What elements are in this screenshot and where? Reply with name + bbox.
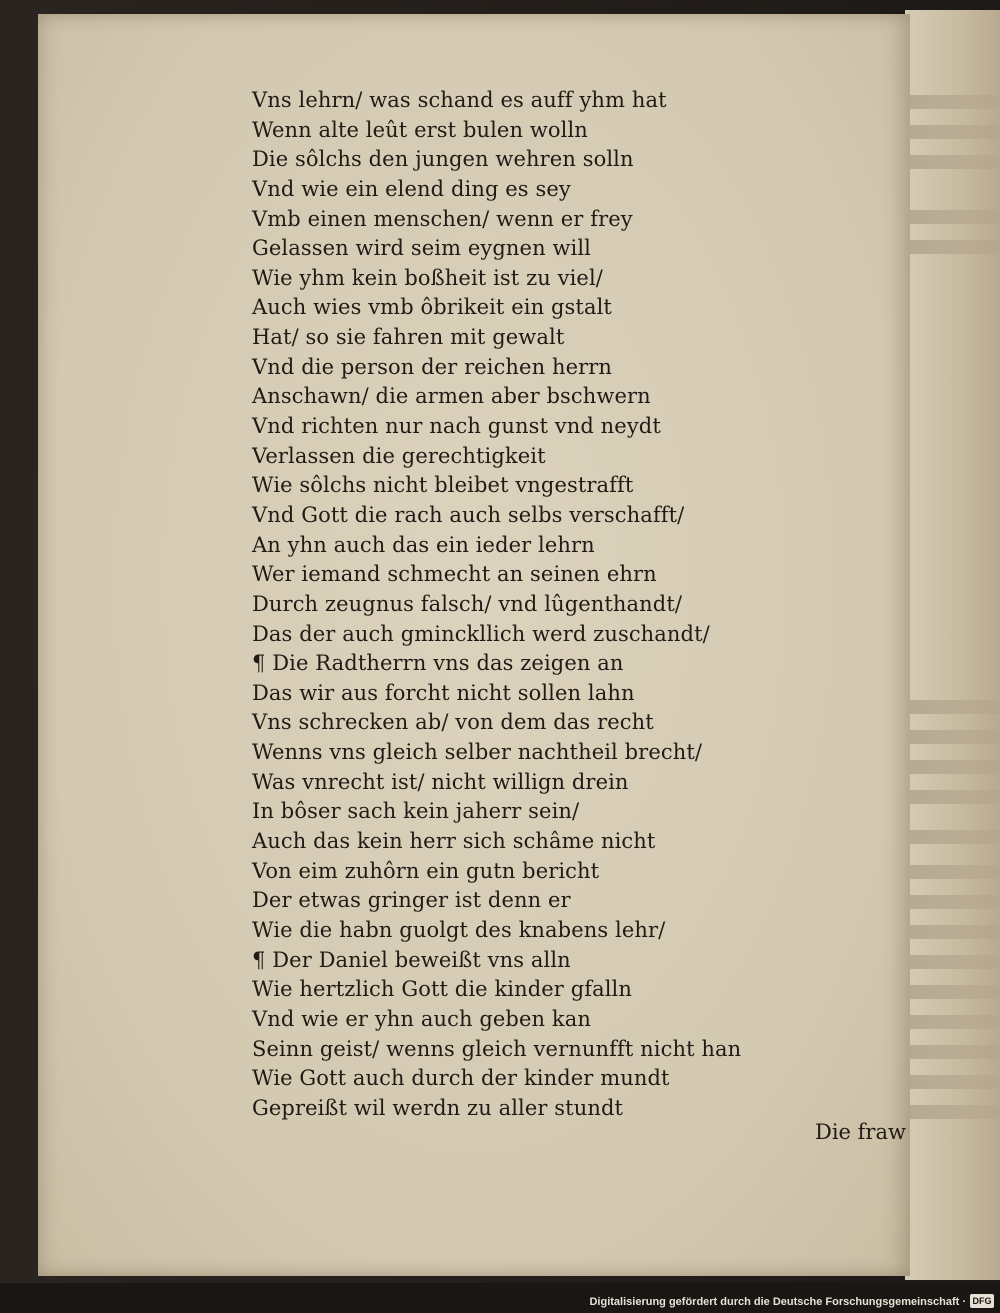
verse-line: Gelassen wird seim eygnen will <box>252 236 591 261</box>
verse-line: Das der auch gminckllich werd zuschandt/ <box>252 621 710 646</box>
verse-text-block <box>252 86 741 1123</box>
verse-line: In bôser sach kein jaherr sein/ <box>252 799 580 824</box>
verse-line: Anschawn/ die armen aber bschwern <box>252 384 651 409</box>
bleed-through-line <box>905 790 1000 804</box>
verse-line: Vns lehrn/ was schand es auff yhm hat <box>252 88 667 112</box>
verse-line: Der etwas gringer ist denn er <box>252 888 571 913</box>
bleed-through-line <box>905 760 1000 774</box>
verse-line: Vnd Gott die rach auch selbs verschafft/ <box>252 502 685 527</box>
verse-line: Hat/ so sie fahren mit gewalt <box>252 325 565 350</box>
facing-page-edge <box>905 10 1000 1280</box>
verse-line: Wer iemand schmecht an seinen ehrn <box>252 562 657 587</box>
verse-line: ¶ Der Daniel beweißt vns alln <box>252 947 571 972</box>
verse-line: Vnd richten nur nach gunst vnd neydt <box>252 414 661 439</box>
verse-line: Die sôlchs den jungen wehren solln <box>252 147 634 172</box>
verse-line: Das wir aus forcht nicht sollen lahn <box>252 680 635 705</box>
verse-line: Vns schrecken ab/ von dem das recht <box>252 710 654 735</box>
bleed-through-line <box>905 700 1000 714</box>
verse-line: Wenn alte leût erst bulen wolln <box>252 117 588 142</box>
bleed-through-line <box>905 730 1000 744</box>
bleed-through-line <box>905 1105 1000 1119</box>
bleed-through-line <box>905 955 1000 969</box>
verse-line: Auch wies vmb ôbrikeit ein gstalt <box>252 295 612 320</box>
verse-line: Von eim zuhôrn ein gutn bericht <box>252 858 600 883</box>
verse-line: Wie sôlchs nicht bleibet vngestrafft <box>252 473 634 498</box>
verse-line: Wie hertzlich Gott die kinder gfalln <box>252 977 633 1002</box>
verse-line: Wenns vns gleich selber nachtheil brecht/ <box>252 740 703 765</box>
verse-line: Wie die habn guolgt des knabens lehr/ <box>252 917 666 942</box>
verse-line: Verlassen die gerechtigkeit <box>252 443 546 468</box>
verse-line: Vnd wie ein elend ding es sey <box>252 176 571 201</box>
bleed-through-line <box>905 985 1000 999</box>
bleed-through-line <box>905 1015 1000 1029</box>
verse-line: Gepreißt wil werdn zu aller stundt <box>252 1095 624 1120</box>
verse-line: Wie Gott auch durch der kinder mundt <box>252 1066 670 1091</box>
verse-line: Durch zeugnus falsch/ vnd lûgenthandt/ <box>252 591 683 616</box>
bleed-through-line <box>905 925 1000 939</box>
bleed-through-line <box>905 125 1000 139</box>
verse-line: Wie yhm kein boßheit ist zu viel/ <box>252 265 603 290</box>
catchword: Die fraw <box>815 1120 906 1144</box>
bleed-through-line <box>905 1045 1000 1059</box>
verse-line: Auch das kein herr sich schâme nicht <box>252 829 656 854</box>
verse-line: Vnd die person der reichen herrn <box>252 354 613 379</box>
bleed-through-line <box>905 865 1000 879</box>
bleed-through-line <box>905 210 1000 224</box>
verse-line: Vnd wie er yhn auch geben kan <box>252 1006 591 1031</box>
verse-line: Seinn geist/ wenns gleich vernunfft nicht han <box>252 1036 742 1061</box>
bleed-through-line <box>905 830 1000 844</box>
bleed-through-line <box>905 895 1000 909</box>
verse-line: ¶ Die Radtherrn vns das zeigen an <box>252 651 624 676</box>
bleed-through-line <box>905 95 1000 109</box>
verse-line: Was vnrecht ist/ nicht willign drein <box>252 769 629 794</box>
bleed-through-line <box>905 1075 1000 1089</box>
verse-line: An yhn auch das ein ieder lehrn <box>252 532 595 557</box>
bleed-through-line <box>905 155 1000 169</box>
verse-line: Vmb einen menschen/ wenn er frey <box>252 206 633 231</box>
dfg-logo-icon: DFG <box>970 1294 994 1308</box>
bleed-through-line <box>905 240 1000 254</box>
digitization-credit: Digitalisierung gefördert durch die Deutsche Forschungsgemeinschaft · <box>589 1296 966 1308</box>
